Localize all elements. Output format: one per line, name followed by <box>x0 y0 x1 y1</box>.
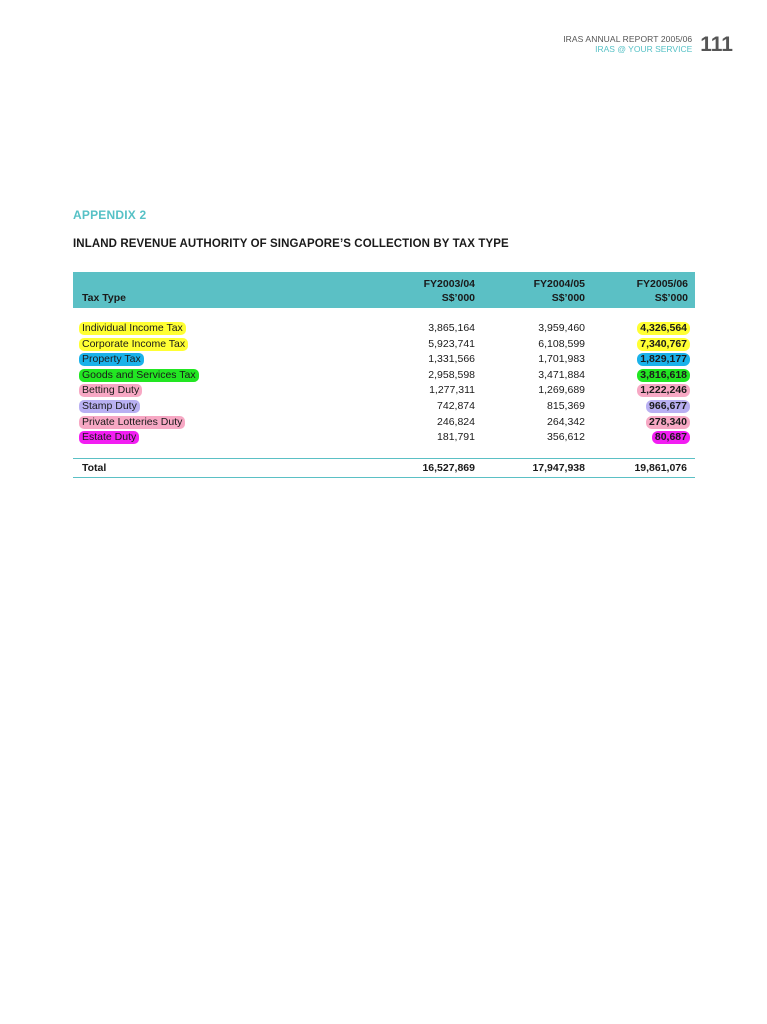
cell-fy2003-04: 1,331,566 <box>428 353 475 366</box>
cell-fy2003-04: 246,824 <box>437 415 475 428</box>
table-row <box>73 321 695 337</box>
total-label: Total <box>82 461 107 474</box>
cell-fy2003-04: 5,923,741 <box>428 337 475 350</box>
column-year: FY2003/04 <box>423 278 475 290</box>
cell-fy2003-04: 742,874 <box>437 399 475 412</box>
cell-fy2005-06: 4,326,564 <box>637 322 690 335</box>
cell-fy2005-06: 7,340,767 <box>637 338 690 351</box>
column-header-tax-type: Tax Type <box>82 292 126 304</box>
total-fy2005-06: 19,861,076 <box>634 461 687 474</box>
column-unit: S$’000 <box>654 292 688 304</box>
cell-fy2005-06: 80,687 <box>652 431 690 444</box>
cell-fy2005-06: 1,222,246 <box>637 384 690 397</box>
row-label: Property Tax <box>79 353 144 366</box>
appendix-heading: APPENDIX 2 <box>73 208 147 222</box>
report-subtitle: IRAS @ YOUR SERVICE <box>595 44 693 54</box>
column-year: FY2004/05 <box>533 278 585 290</box>
row-label: Private Lotteries Duty <box>79 416 185 429</box>
tax-collection-table <box>73 272 695 478</box>
table-row <box>73 415 695 431</box>
table-row <box>73 352 695 368</box>
cell-fy2004-05: 1,269,689 <box>538 384 585 397</box>
table-row <box>73 399 695 415</box>
cell-fy2004-05: 6,108,599 <box>538 337 585 350</box>
total-row <box>73 458 695 478</box>
page-header <box>563 34 733 56</box>
cell-fy2003-04: 2,958,598 <box>428 368 475 381</box>
page-number: 111 <box>700 33 733 56</box>
cell-fy2005-06: 966,677 <box>646 400 690 413</box>
cell-fy2005-06: 1,829,177 <box>637 353 690 366</box>
column-unit: S$’000 <box>441 292 475 304</box>
total-fy2004-05: 17,947,938 <box>532 461 585 474</box>
cell-fy2005-06: 3,816,618 <box>637 369 690 382</box>
table-body <box>73 308 695 458</box>
row-label: Goods and Services Tax <box>79 369 199 382</box>
cell-fy2004-05: 815,369 <box>547 399 585 412</box>
table-row <box>73 383 695 399</box>
row-label: Corporate Income Tax <box>79 338 188 351</box>
cell-fy2004-05: 3,959,460 <box>538 322 585 334</box>
cell-fy2004-05: 264,342 <box>547 415 585 428</box>
table-row <box>73 337 695 353</box>
column-header-fy2004-05 <box>534 277 585 305</box>
column-unit: S$’000 <box>551 292 585 304</box>
column-header-fy2005-06 <box>637 277 688 305</box>
cell-fy2004-05: 3,471,884 <box>538 368 585 381</box>
cell-fy2005-06: 278,340 <box>646 416 690 429</box>
table-header <box>73 272 695 308</box>
cell-fy2004-05: 1,701,983 <box>538 353 585 366</box>
table-title: INLAND REVENUE AUTHORITY OF SINGAPORE’S COLLECTION BY TAX TYPE <box>73 238 509 250</box>
cell-fy2004-05: 356,612 <box>547 431 585 444</box>
total-fy2003-04: 16,527,869 <box>422 461 475 474</box>
row-label: Stamp Duty <box>79 400 140 413</box>
row-label: Individual Income Tax <box>79 322 186 335</box>
cell-fy2003-04: 1,277,311 <box>429 384 475 397</box>
row-label: Betting Duty <box>79 384 142 397</box>
cell-fy2003-04: 181,791 <box>437 431 475 444</box>
column-header-fy2003-04 <box>424 277 475 305</box>
cell-fy2003-04: 3,865,164 <box>428 322 475 334</box>
row-label: Estate Duty <box>79 431 139 444</box>
table-row <box>73 430 695 446</box>
table-row <box>73 368 695 384</box>
report-header-text <box>563 34 692 54</box>
report-title: IRAS ANNUAL REPORT 2005/06 <box>563 34 693 44</box>
column-year: FY2005/06 <box>636 278 688 290</box>
